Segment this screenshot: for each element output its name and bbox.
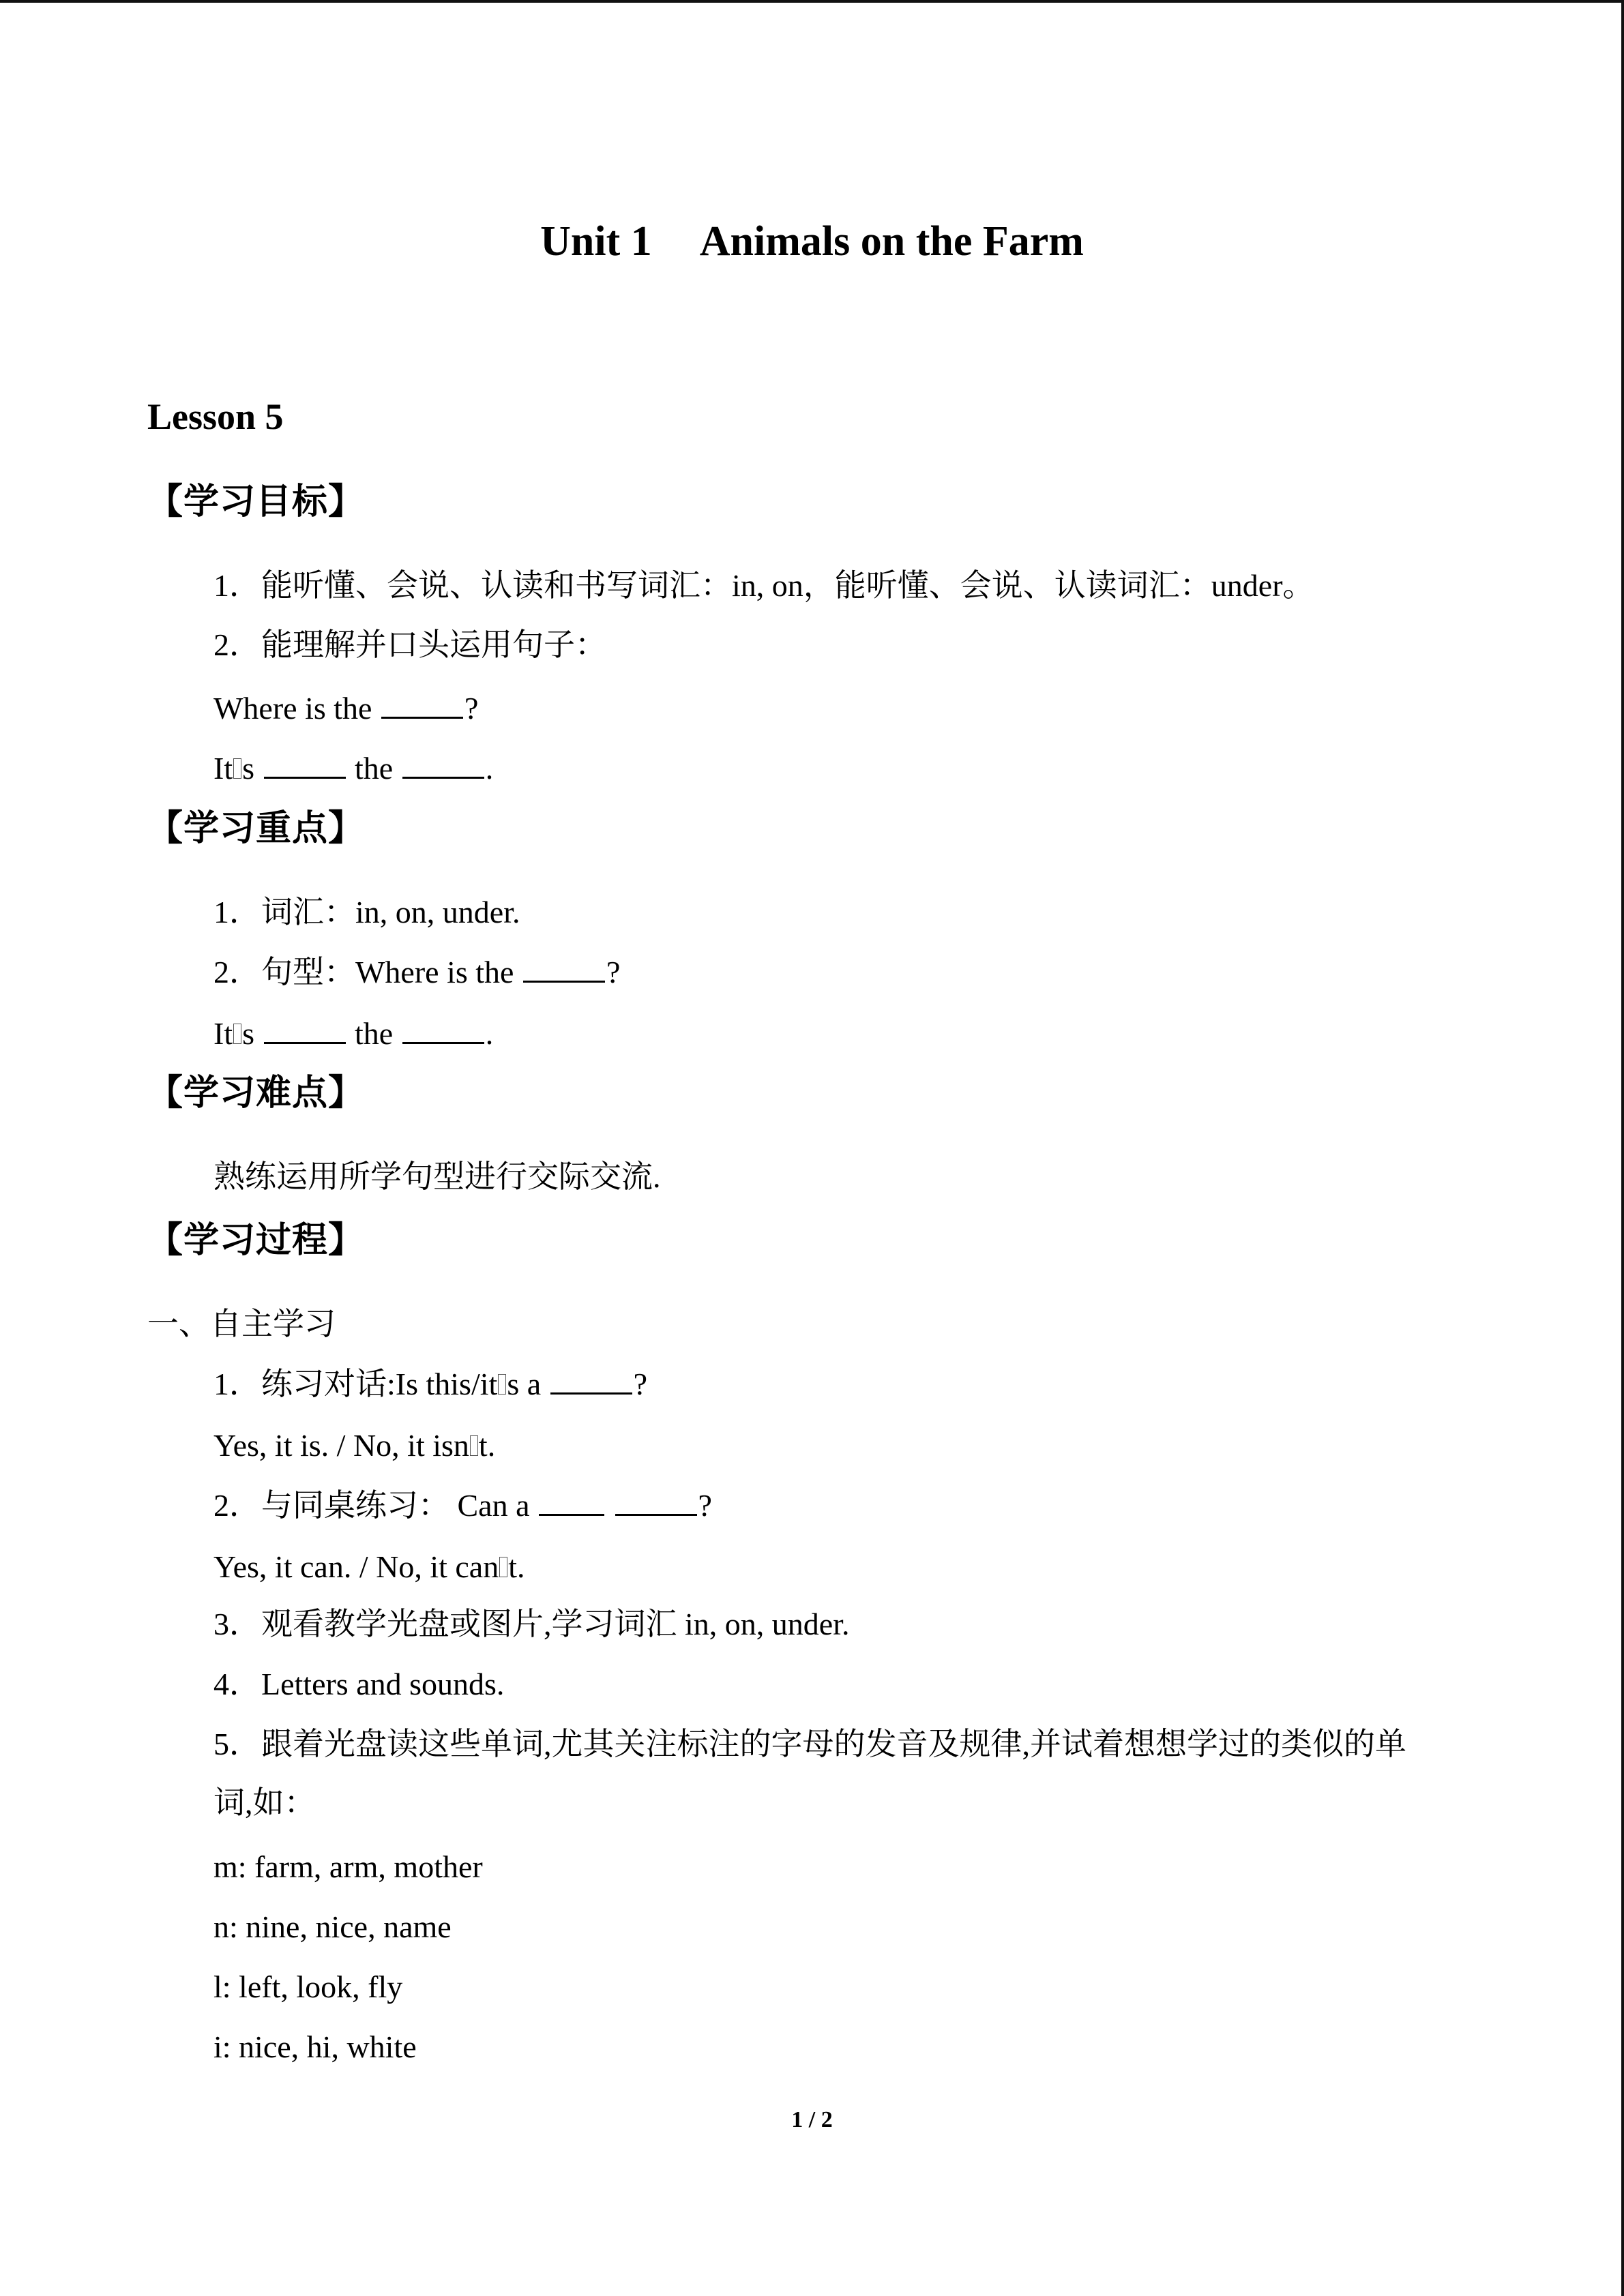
sentence-text: It	[213, 751, 233, 786]
difficulty-text: 熟练运用所学句型进行交际交流.	[213, 1159, 661, 1194]
sentence-text: s	[242, 1016, 255, 1051]
punctuation: ?	[633, 1367, 648, 1401]
fill-blank	[402, 749, 484, 779]
punctuation: ?	[464, 691, 479, 726]
item-text: 词汇：in, on, under.	[261, 895, 520, 929]
sentence-text: Where is the	[213, 691, 372, 726]
item-number: 2．	[213, 955, 261, 989]
key-point-item-2	[213, 952, 620, 993]
item-text: 练习对话:Is this/it	[261, 1367, 498, 1401]
item-text: 跟着光盘读这些单词,尤其关注标注的字母的发音及规律,并试着想想学过的类似的单	[261, 1727, 1406, 1761]
sentence-text: t.	[508, 1549, 525, 1584]
letter-example-n: n: nine, nice, name	[213, 1909, 452, 1944]
fill-blank	[539, 1487, 604, 1516]
process-item-2	[213, 1485, 712, 1526]
section-heading-key-points: 【学习重点】	[147, 809, 365, 848]
section-heading-objectives: 【学习目标】	[147, 483, 365, 522]
process-subheading: 一、自主学习	[147, 1307, 336, 1341]
process-item-3	[213, 1604, 849, 1645]
process-item-5	[213, 1724, 1406, 1765]
sentence-text: Yes, it can. / No, it can	[213, 1549, 499, 1584]
sentence-question	[213, 688, 478, 729]
page-indicator: 1 / 2	[791, 2107, 833, 2132]
process-item-1	[213, 1364, 647, 1405]
item-number: 1．	[213, 1367, 261, 1401]
item-text: 与同桌练习： Can a	[261, 1488, 530, 1523]
key-point-answer	[213, 1013, 493, 1054]
missing-glyph-icon	[499, 1557, 507, 1577]
item-number: 3．	[213, 1607, 261, 1641]
item-text: 句型：Where is the	[261, 955, 514, 989]
item-text: 能听懂、会说、认读和书写词汇：in, on，能听懂、会说、认读词汇：under。	[261, 568, 1314, 603]
process-item-1-answer	[213, 1425, 495, 1466]
missing-glyph-icon	[498, 1374, 506, 1395]
punctuation: .	[485, 751, 494, 786]
sentence-text: It	[213, 1016, 233, 1051]
title-name: Animals on the Farm	[699, 218, 1084, 265]
item-number: 4．	[213, 1667, 261, 1701]
process-item-4	[213, 1664, 504, 1705]
sentence-text: s	[242, 751, 255, 786]
fill-blank	[550, 1365, 632, 1395]
item-text: 能理解并口头运用句子：	[261, 627, 606, 662]
punctuation: ?	[698, 1488, 712, 1523]
document-title	[0, 214, 1624, 269]
section-heading-process: 【学习过程】	[147, 1221, 365, 1260]
item-text: Letters and sounds.	[261, 1667, 505, 1701]
process-item-5-continued: 词,如：	[213, 1785, 316, 1820]
missing-glyph-icon	[470, 1435, 478, 1456]
letter-example-m: m: farm, arm, mother	[213, 1849, 483, 1884]
missing-glyph-icon	[233, 758, 241, 779]
section-heading-difficulties: 【学习难点】	[147, 1074, 365, 1113]
item-text: 观看教学光盘或图片,学习词汇 in, on, under.	[261, 1607, 850, 1641]
fill-blank	[615, 1487, 697, 1516]
item-text: s a	[507, 1367, 542, 1401]
fill-blank	[264, 749, 346, 779]
sentence-answer	[213, 748, 493, 789]
item-number: 1．	[213, 895, 261, 929]
fill-blank	[523, 953, 605, 983]
process-item-2-answer	[213, 1547, 525, 1587]
sentence-text: the	[355, 751, 394, 786]
punctuation: ?	[606, 955, 621, 989]
objective-item-2	[213, 625, 606, 666]
key-point-item-1	[213, 892, 520, 933]
title-unit: Unit 1	[540, 218, 652, 265]
item-number: 1．	[213, 568, 261, 603]
punctuation: .	[485, 1016, 494, 1051]
missing-glyph-icon	[233, 1024, 241, 1044]
fill-blank	[264, 1015, 346, 1044]
lesson-label: Lesson 5	[147, 396, 284, 437]
sentence-text: the	[355, 1016, 394, 1051]
item-number: 5．	[213, 1727, 261, 1761]
item-number: 2．	[213, 627, 261, 662]
letter-example-l: l: left, look, fly	[213, 1969, 403, 2004]
fill-blank	[402, 1015, 484, 1044]
sentence-text: Yes, it is. / No, it isn	[213, 1428, 469, 1463]
objective-item-1	[213, 565, 1314, 606]
item-number: 2．	[213, 1488, 261, 1523]
letter-example-i: i: nice, hi, white	[213, 2029, 417, 2064]
sentence-text: t.	[478, 1428, 496, 1463]
fill-blank	[381, 689, 463, 719]
